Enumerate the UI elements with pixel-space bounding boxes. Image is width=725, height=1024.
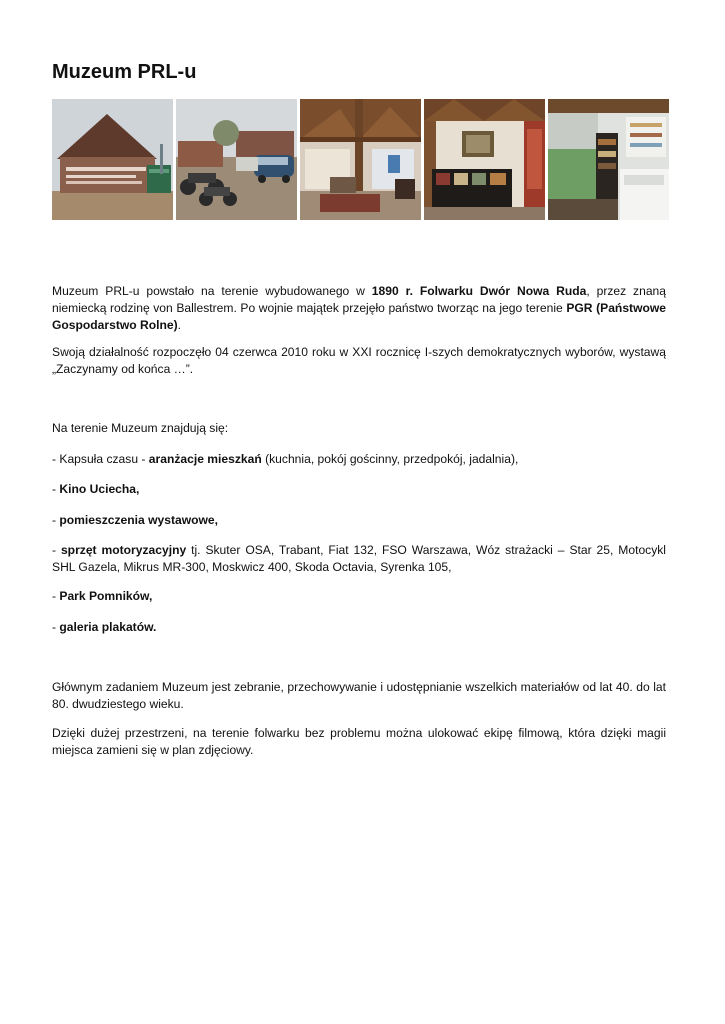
list-item-bold: pomieszczenia wystawowe, [59,513,219,527]
list-item-bold: aranżacje mieszkań [148,452,262,466]
list-item [52,619,666,636]
intro-text-2: , przez znaną niemiecką rodzinę von Ballestrem. Po wojnie majątek przejęło państwo tworząc na jego terenie [52,284,666,315]
list-intro: Na terenie Muzeum znajdują się: [52,421,229,435]
list-item [52,451,666,468]
list-item [52,588,666,605]
photo-strip [52,99,670,220]
motorcycles-yard-photo [176,99,297,220]
intro-bold-pgr: PGR (Państwowe Gospodarstwo Rolne) [52,301,666,332]
wooden-room-interior-photo [300,99,421,220]
building-exterior-photo [52,99,173,220]
intro-paragraph [52,283,666,334]
kitchen-interior-photo [548,99,669,220]
intro-text-3: . [177,318,182,332]
list-item-bold: galeria plakatów. [59,620,157,634]
list-item [52,481,666,498]
living-room-interior-photo [424,99,545,220]
list-item-prefix: - [52,513,60,527]
opening-paragraph: Swoją działalność rozpoczęło 04 czerwca 2010 roku w XXI rocznicę I-szych demokratycznych wyborów, wystawą „Zaczynamy od końca …”. [52,345,666,376]
list-item-rest: (kuchnia, pokój gościnny, przedpokój, jadalnia), [261,452,519,466]
list-item-prefix: - [52,620,60,634]
intro-text-1: Muzeum PRL-u powstało na terenie wybudowanego w [52,284,372,298]
film-paragraph: Dzięki dużej przestrzeni, na terenie folwarku bez problemu można ulokować ekipę filmową, która dzięki magii miejsca zamieni się w plan zdjęciowy. [52,726,666,757]
mission-paragraph: Głównym zadaniem Muzeum jest zebranie, przechowywanie i udostępnianie wszelkich materiałów od lat 40. do lat 80. dwudziestego wieku. [52,680,666,711]
intro-bold-folwark: 1890 r. Folwarku Dwór Nowa Ruda [371,284,587,298]
page-title: Muzeum PRL-u [52,61,197,83]
list-item-prefix: - [52,482,60,496]
list-item-bold: Kino Uciecha, [59,482,140,496]
list-item-rest: tj. Skuter OSA, Trabant, Fiat 132, FSO Warszawa, Wóz strażacki – Star 25, Motocykl SHL Gazela, Mikrus MR-300, Moskwicz 400, Skoda Octavia, Syrenka 105, [52,543,666,574]
list-item-prefix: - [52,589,60,603]
list-item-bold: Park Pomników, [59,589,153,603]
list-item-bold: sprzęt motoryzacyjny [60,543,187,557]
list-item-prefix: - Kapsuła czasu - [52,452,149,466]
list-item [52,512,666,529]
list-item-prefix: - [52,543,61,557]
list-item [52,542,666,576]
